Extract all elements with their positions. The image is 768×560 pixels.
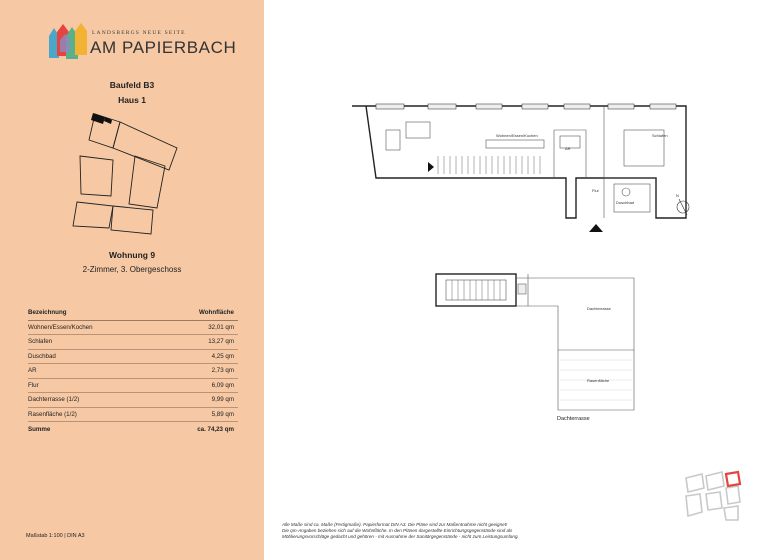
label-rasenflaeche: Rasenfläche: [587, 378, 610, 383]
site-plan: [65, 108, 195, 238]
table-row: [28, 393, 238, 408]
room-area: 6,09 qm: [157, 378, 238, 393]
unit-title: Wohnung 9: [108, 250, 156, 260]
label-ar: AR: [565, 146, 571, 151]
area-table: [28, 305, 238, 436]
table-row: [28, 364, 238, 379]
stair-arrow-icon: [428, 162, 434, 172]
location-map-icon: [680, 468, 744, 524]
label-north: N: [676, 193, 679, 198]
note-line: Alle Maße sind ca. Maße (Fertigmaße). Papierformat DIN A3. Die Pläne sind zur Maßentnahme nicht geeignet!: [282, 522, 508, 527]
baufeld-title: Baufeld B3: [109, 80, 155, 90]
sum-value: ca. 74,23 qm: [197, 425, 234, 433]
disclaimer-notes: [282, 522, 542, 540]
entrance-arrow-icon: [589, 224, 603, 232]
terrace-plan-drawing: [430, 268, 640, 416]
label-dachterrasse: Dachterrasse: [587, 306, 611, 311]
table-row: [28, 378, 238, 393]
room-name: Schlafen: [28, 335, 157, 350]
room-area: 32,01 qm: [157, 320, 238, 335]
room-name: Wohnen/Essen/Kochen: [28, 320, 157, 335]
brand-name: AM PAPIERBACH: [90, 38, 237, 57]
room-area: 13,27 qm: [157, 335, 238, 350]
area-table-header: [28, 305, 238, 320]
room-name: Duschbad: [28, 349, 157, 364]
room-name: Dachterrasse (1/2): [28, 393, 157, 408]
col-bezeichnung: Bezeichnung: [28, 305, 157, 320]
note-line: Möblierungsvorschläge gedacht und gehören - mit Ausnahme der Sanitärgegenstände - nicht zum Leistungsumfang.: [282, 534, 519, 539]
scale-note: Maßstab 1:100 | DIN A3: [26, 533, 85, 539]
note-line: Die qm-Angaben beziehen sich auf die Wohnfläche. In den Plänen dargestellte Einrichtungsgegenstände sind als: [282, 528, 513, 533]
room-name: Rasenfläche (1/2): [28, 407, 157, 422]
col-wohnflaeche: Wohnfläche: [157, 305, 238, 320]
terrace-plan: [430, 268, 640, 416]
sum-label: Summe: [28, 425, 51, 433]
label-flur: Flur: [592, 188, 599, 193]
houses-logo-icon: [48, 22, 88, 60]
unit-description: 2-Zimmer, 3. Obergeschoss: [82, 265, 182, 274]
haus-title: Haus 1: [118, 95, 146, 105]
table-row: [28, 407, 238, 422]
room-area: 4,25 qm: [157, 349, 238, 364]
room-name: Flur: [28, 378, 157, 393]
table-row: [28, 349, 238, 364]
north-arrow-icon: [677, 199, 689, 215]
floor-plan: [346, 100, 698, 240]
room-area: 9,99 qm: [157, 393, 238, 408]
info-panel: [0, 0, 264, 560]
room-area: 2,73 qm: [157, 364, 238, 379]
label-schlafen: Schlafen: [652, 133, 668, 138]
terrace-caption: Dachterrasse: [557, 416, 590, 422]
floor-plan-drawing: [346, 100, 698, 240]
room-area: 5,89 qm: [157, 407, 238, 422]
table-row: [28, 335, 238, 350]
label-duschbad: Duschbad: [616, 200, 635, 205]
brand-tagline: LANDSBERGS NEUE SEITE: [92, 30, 186, 36]
room-name: AR: [28, 364, 157, 379]
sum-row: [28, 422, 238, 437]
brand-logo: [48, 18, 237, 64]
label-wohnen: Wohnen/Essen/Kochen: [496, 133, 538, 138]
table-row: [28, 320, 238, 335]
